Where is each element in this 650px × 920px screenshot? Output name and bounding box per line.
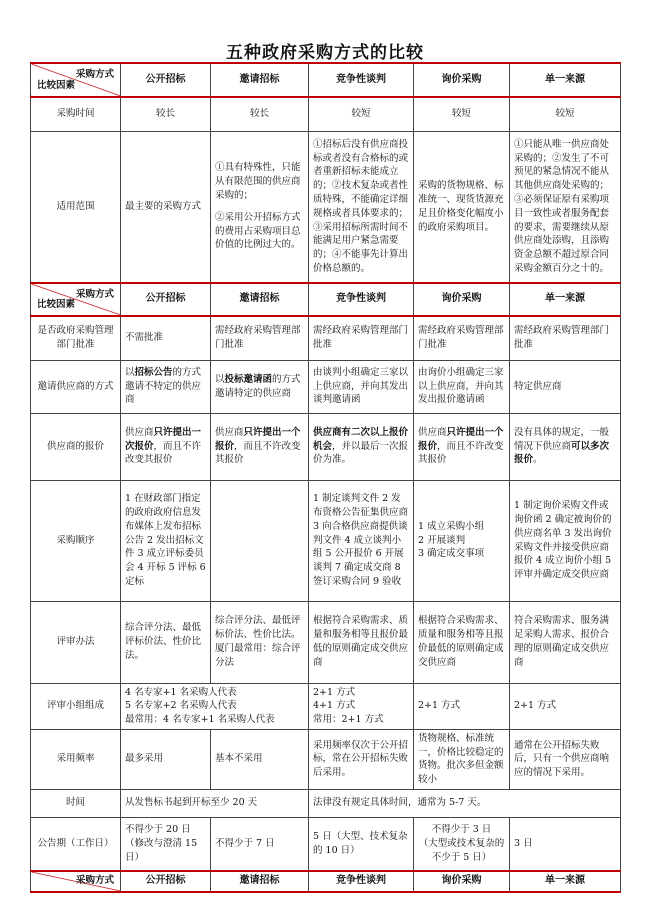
corner-label-factor: 比较因素 [37, 80, 76, 92]
cell-text: 不得少于 20 日 [125, 824, 191, 836]
cell: 从发售标书起到开标至少 20 天 [121, 789, 309, 817]
cell-text: ，而且不许改变其报价 [418, 440, 504, 466]
cell [309, 413, 414, 480]
header-method-3: 竞争性谈判 [309, 63, 414, 97]
cell-text-bold: 只许提出一个报价 [418, 426, 504, 452]
table-row [31, 97, 621, 131]
header-method-1: 公开招标 [121, 63, 211, 97]
table-row [31, 789, 621, 817]
cell-text: （修改与澄清 15 日） [125, 838, 198, 863]
cell: 通常在公开招标失败后，只有一个供应商响应的情况下采用。 [510, 729, 621, 789]
cell: 2+1 方式 [414, 683, 510, 729]
row-label-evaluation: 评审办法 [31, 601, 121, 683]
cell-text: 厦门最常用：综合评分法 [215, 643, 301, 668]
row-label-quote: 供应商的报价 [31, 413, 121, 480]
table-header-row [31, 871, 621, 892]
cell-text: 供应商 [125, 426, 154, 438]
row-label-invite: 邀请供应商的方式 [31, 360, 121, 413]
cell: 较短 [414, 97, 510, 131]
cell: 由谈判小组确定三家以上供应商，并向其发出谈判邀请函 [309, 360, 414, 413]
cell: 较短 [510, 97, 621, 131]
cell: 根据符合采购需求、质量和服务相等且报价最低的原则确定成交供应商 [309, 601, 414, 683]
corner-header-cell [31, 283, 121, 316]
cell-text: 没有具体的规定，一般情况下供应商 [514, 426, 610, 452]
cell-text: 2 开展谈判 [418, 534, 466, 546]
cell-text: 供应商 [418, 426, 447, 438]
cell [211, 601, 309, 683]
cell: 2+1 方式 [510, 683, 621, 729]
header-method-4: 询价采购 [414, 283, 510, 316]
cell-text: ①具有特殊性，只能从有限范围的供应商采购的； [215, 162, 301, 201]
cell: 1 制定谈判文件 2 发布资格公告征集供应商 3 向合格供应商提供谈判文件 4 成立谈判小组 5 公开报价 6 开展谈判 7 确定成交商 8 签订采购合同 9 验收 [309, 480, 414, 601]
cell [510, 413, 621, 480]
table-row [31, 413, 621, 480]
cell: 货物规格、标准统一，价格比较稳定的货物。批次多但金额较小 [414, 729, 510, 789]
cell: 需经政府采购管理部门批准 [309, 316, 414, 360]
cell-text: 3 确定成交事项 [418, 548, 485, 560]
cell-text: 综合评分法、最低评标价法、性价比法。 [215, 615, 301, 641]
cell-text: 1 成立采购小组 [418, 520, 485, 532]
cell [211, 480, 309, 601]
cell [211, 360, 309, 413]
cell: 不得少于 7 日 [211, 817, 309, 871]
cell-text: 常用：2+1 方式 [313, 714, 384, 726]
cell: 特定供应商 [510, 360, 621, 413]
cell-text: 。 [533, 454, 543, 466]
header-method-5: 单一来源 [510, 63, 621, 97]
row-label-scope: 适用范围 [31, 131, 121, 283]
cell [414, 817, 510, 871]
cell-text: 的方式邀请特定的供应商 [215, 373, 301, 399]
cell: 法律没有规定具体时间，通常为 5-7 天。 [309, 789, 621, 817]
cell-text: 4 名专家+1 名采购人代表 [125, 686, 237, 698]
table-row [31, 729, 621, 789]
table-row [31, 683, 621, 729]
header-method-5: 单一来源 [510, 283, 621, 316]
cell: 基本不采用 [211, 729, 309, 789]
cell: ①只能从唯一供应商处采购的；②发生了不可预见的紧急情况不能从其他供应商处采购的；③必须保证原有采购项目一致性或者服务配套的要求，需要继续从原供应商处添购，且添购资金总额不超过原合同采购金额百分之十的。 [510, 131, 621, 283]
cell-text-bold: 投标邀请函 [224, 373, 273, 385]
row-label-time: 采购时间 [31, 97, 121, 131]
cell: 1 制定询价采购文件或询价函 2 确定被询价的供应商名单 3 发出询价采购文件并接受供应商报价 4 成立询价小组 5 评审并确定成交供应商 [510, 480, 621, 601]
table-row [31, 480, 621, 601]
cell-text-bold: 可以多次报价 [514, 440, 610, 466]
table-header-row [31, 283, 621, 316]
corner-label-method: 采购方式 [75, 875, 114, 887]
cell: 由询价小组确定三家以上供应商，并向其发出报价邀请函 [414, 360, 510, 413]
cell-text: ，并以最后一次报价为准。 [313, 440, 409, 466]
cell: 综合评分法、最低评标价法、性价比法。 [121, 601, 211, 683]
header-method-3: 竞争性谈判 [309, 871, 414, 892]
cell: 根据符合采购需求、质量和服务相等且报价最低的原则确定成交供应商 [414, 601, 510, 683]
table-row [31, 131, 621, 283]
cell [121, 360, 211, 413]
comparison-table [30, 62, 621, 893]
header-method-3: 竞争性谈判 [309, 283, 414, 316]
corner-label-factor: 比较因素 [37, 299, 76, 311]
cell-text: ②采用公开招标方式的费用占采购项目总价值的比例过大的。 [215, 211, 301, 251]
table-header-row [31, 63, 621, 97]
cell-text: （大型或技术复杂的不少于 5 日） [418, 838, 505, 863]
cell: 较长 [121, 97, 211, 131]
cell: 最多采用 [121, 729, 211, 789]
cell [121, 817, 211, 871]
row-label-notice: 公告期（工作日） [31, 817, 121, 871]
table-row [31, 601, 621, 683]
table-row [31, 316, 621, 360]
row-label-approval: 是否政府采购管理部门批准 [31, 316, 121, 360]
cell-text: 以 [125, 366, 135, 378]
cell: 最主要的采购方式 [121, 131, 211, 283]
row-label-duration: 时间 [31, 789, 121, 817]
row-label-panel: 评审小组组成 [31, 683, 121, 729]
cell-text: 以 [215, 373, 225, 385]
cell-text: 的方式邀请不特定的供应商 [125, 366, 202, 406]
header-method-5: 单一来源 [510, 871, 621, 892]
cell-text: 4+1 方式 [313, 700, 356, 712]
cell: 3 日 [510, 817, 621, 871]
header-method-1: 公开招标 [121, 283, 211, 316]
corner-header-cell [31, 871, 121, 892]
cell-text: 最常用：4 名专家+1 名采购人代表 [125, 714, 275, 726]
cell-text-bold: 供应商有二次以上报价机会 [313, 426, 409, 452]
cell: 需经政府采购管理部门批准 [414, 316, 510, 360]
cell: 需经政府采购管理部门批准 [211, 316, 309, 360]
cell [211, 131, 309, 283]
header-method-2: 邀请招标 [211, 63, 309, 97]
cell [211, 413, 309, 480]
cell-text: 供应商 [215, 426, 244, 438]
row-label-procedure: 采购顺序 [31, 480, 121, 601]
cell: 不需批准 [121, 316, 211, 360]
header-method-2: 邀请招标 [211, 871, 309, 892]
cell: 1 在财政部门指定的政府政府信息发布媒体上发布招标公告 2 发出招标文件 3 成立评标委员会 4 开标 5 评标 6 定标 [121, 480, 211, 601]
cell-text: ，而且不许改变其报价 [215, 440, 301, 466]
cell [414, 413, 510, 480]
header-method-1: 公开招标 [121, 871, 211, 892]
cell-text-bold: 只许提出一次报价 [125, 426, 202, 452]
cell: 采购的货物规格、标准统一、现货货源充足且价格变化幅度小的政府采购项目。 [414, 131, 510, 283]
cell [309, 683, 414, 729]
cell-text: 不得少于 3 日 [431, 824, 492, 836]
cell: 采用频率仅次于公开招标，常在公开招标失败后采用。 [309, 729, 414, 789]
header-method-4: 询价采购 [414, 871, 510, 892]
cell: 需经政府采购管理部门批准 [510, 316, 621, 360]
corner-label-method: 采购方式 [75, 69, 114, 80]
header-method-4: 询价采购 [414, 63, 510, 97]
cell: 较短 [309, 97, 414, 131]
cell-text: 5 名专家+2 名采购人代表 [125, 700, 237, 712]
cell-text-bold: 只许提出一个报价 [215, 426, 301, 452]
page-title: 五种政府采购方式的比较 [226, 43, 424, 63]
corner-label-method: 采购方式 [75, 289, 114, 300]
cell-text: ，而且不许改变其报价 [125, 440, 202, 466]
cell: 符合采购需求、服务满足采购人需求、报价合理的原则确定成交供应商 [510, 601, 621, 683]
cell: ①招标后没有供应商投标或者没有合格标的或者重新招标未能成立的；②技术复杂或者性质特殊，不能确定详细规格或者具体要求的；③采用招标所需时间不能满足用户紧急需要的；④不能事先计算出价格总额的。 [309, 131, 414, 283]
header-method-2: 邀请招标 [211, 283, 309, 316]
cell: 5 日（大型、技术复杂的 10 日） [309, 817, 414, 871]
cell [121, 683, 309, 729]
cell [121, 413, 211, 480]
row-label-frequency: 采用频率 [31, 729, 121, 789]
table-row [31, 817, 621, 871]
cell-text: 2+1 方式 [313, 686, 356, 698]
corner-header-cell [31, 63, 121, 97]
cell [414, 480, 510, 601]
table-row [31, 360, 621, 413]
cell-text-bold: 招标公告 [134, 366, 173, 378]
cell: 较长 [211, 97, 309, 131]
